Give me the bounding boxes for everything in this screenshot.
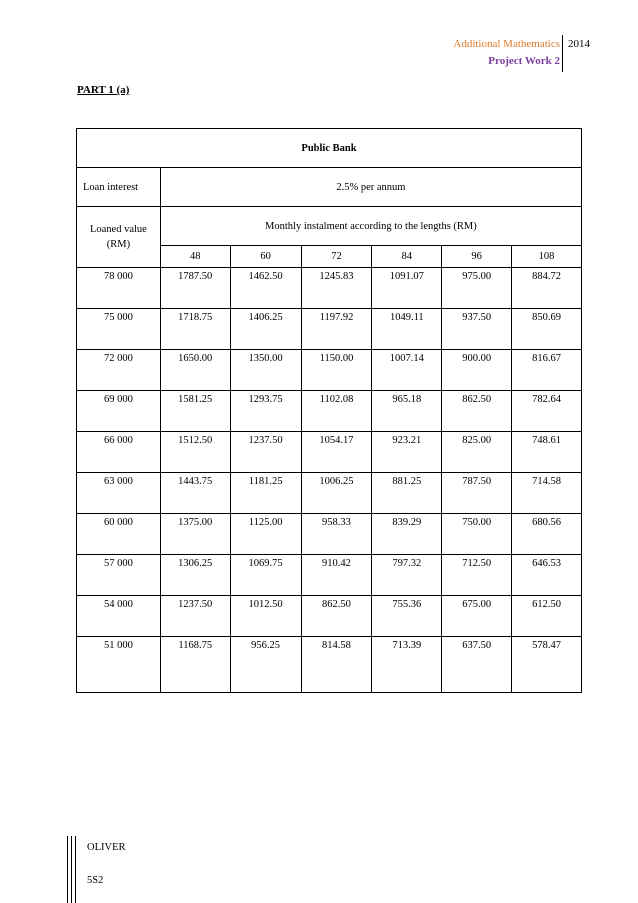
instalment-cell: 1462.50	[230, 268, 301, 309]
loaned-value-header	[77, 207, 161, 268]
instalment-cell: 900.00	[442, 350, 512, 391]
instalment-cell: 1091.07	[372, 268, 442, 309]
instalment-cell: 578.47	[512, 637, 582, 693]
length-header-cell: 84	[372, 246, 442, 268]
instalment-cell: 1375.00	[160, 514, 230, 555]
header-project: Project Work 2	[488, 55, 560, 67]
instalment-cell: 1245.83	[301, 268, 372, 309]
instalment-cell: 748.61	[512, 432, 582, 473]
instalment-cell: 1350.00	[230, 350, 301, 391]
loaned-label-line2: (RM)	[106, 239, 131, 250]
instalment-cell: 1787.50	[160, 268, 230, 309]
instalment-cell: 1012.50	[230, 596, 301, 637]
loan-value-cell: 69 000	[77, 391, 161, 432]
instalment-cell: 1168.75	[160, 637, 230, 693]
instalment-cell: 1049.11	[372, 309, 442, 350]
loaned-label-line1: Loaned value	[89, 224, 147, 235]
loan-value-cell: 51 000	[77, 637, 161, 693]
instalment-cell: 1125.00	[230, 514, 301, 555]
instalment-cell: 750.00	[442, 514, 512, 555]
instalment-cell: 850.69	[512, 309, 582, 350]
instalment-cell: 675.00	[442, 596, 512, 637]
instalment-cell: 1069.75	[230, 555, 301, 596]
instalment-cell: 862.50	[442, 391, 512, 432]
table-row	[77, 637, 582, 693]
length-header-cell: 60	[230, 246, 301, 268]
instalment-cell: 1006.25	[301, 473, 372, 514]
interest-value: 2.5% per annum	[160, 168, 581, 207]
table-row	[77, 309, 582, 350]
instalment-cell: 975.00	[442, 268, 512, 309]
instalment-cell: 910.42	[301, 555, 372, 596]
instalment-cell: 1102.08	[301, 391, 372, 432]
loan-value-cell: 78 000	[77, 268, 161, 309]
table-row	[77, 555, 582, 596]
loan-table	[76, 128, 582, 693]
loan-value-cell: 63 000	[77, 473, 161, 514]
header-title-block	[453, 37, 560, 69]
instalment-cell: 755.36	[372, 596, 442, 637]
instalment-cell: 713.39	[372, 637, 442, 693]
part-title: PART 1 (a)	[77, 84, 130, 96]
table-row	[77, 432, 582, 473]
instalment-cell: 1150.00	[301, 350, 372, 391]
loan-value-cell: 72 000	[77, 350, 161, 391]
loan-value-cell: 75 000	[77, 309, 161, 350]
instalment-cell: 1197.92	[301, 309, 372, 350]
instalment-cell: 1007.14	[372, 350, 442, 391]
footer-bars	[67, 836, 77, 903]
instalment-cell: 923.21	[372, 432, 442, 473]
table-title: Public Bank	[77, 129, 582, 168]
instalment-cell: 956.25	[230, 637, 301, 693]
length-header-cell: 72	[301, 246, 372, 268]
instalment-cell: 814.58	[301, 637, 372, 693]
instalment-cell: 782.64	[512, 391, 582, 432]
instalment-cell: 797.32	[372, 555, 442, 596]
instalment-cell: 884.72	[512, 268, 582, 309]
header-divider	[562, 35, 563, 72]
instalment-cell: 1181.25	[230, 473, 301, 514]
instalment-cell: 1443.75	[160, 473, 230, 514]
length-header-cell: 48	[160, 246, 230, 268]
instalment-cell: 612.50	[512, 596, 582, 637]
loan-value-cell: 54 000	[77, 596, 161, 637]
loan-value-cell: 60 000	[77, 514, 161, 555]
header-subject: Additional Mathematics	[453, 38, 560, 50]
table-row	[77, 596, 582, 637]
instalment-cell: 862.50	[301, 596, 372, 637]
instalment-cell: 816.67	[512, 350, 582, 391]
loan-value-cell: 66 000	[77, 432, 161, 473]
instalment-cell: 881.25	[372, 473, 442, 514]
length-header-cell: 96	[442, 246, 512, 268]
instalment-cell: 1054.17	[301, 432, 372, 473]
instalment-cell: 958.33	[301, 514, 372, 555]
table-row	[77, 268, 582, 309]
instalment-cell: 965.18	[372, 391, 442, 432]
instalment-cell: 825.00	[442, 432, 512, 473]
instalment-cell: 1581.25	[160, 391, 230, 432]
instalment-cell: 637.50	[442, 637, 512, 693]
footer-class: 5S2	[87, 875, 104, 886]
instalment-cell: 1718.75	[160, 309, 230, 350]
header-year: 2014	[568, 38, 590, 50]
table-row	[77, 514, 582, 555]
table-row	[77, 391, 582, 432]
instalment-cell: 787.50	[442, 473, 512, 514]
instalment-cell: 1306.25	[160, 555, 230, 596]
instalment-cell: 712.50	[442, 555, 512, 596]
instalment-cell: 839.29	[372, 514, 442, 555]
instalment-cell: 1406.25	[230, 309, 301, 350]
instalment-cell: 680.56	[512, 514, 582, 555]
interest-label: Loan interest	[77, 168, 161, 207]
loan-value-cell: 57 000	[77, 555, 161, 596]
footer-name: OLIVER	[87, 842, 126, 853]
instalment-cell: 1650.00	[160, 350, 230, 391]
monthly-instalment-header: Monthly instalment according to the lengths (RM)	[160, 207, 581, 246]
instalment-cell: 1237.50	[230, 432, 301, 473]
instalment-cell: 937.50	[442, 309, 512, 350]
instalment-cell: 1293.75	[230, 391, 301, 432]
length-header-cell: 108	[512, 246, 582, 268]
table-row	[77, 473, 582, 514]
instalment-cell: 646.53	[512, 555, 582, 596]
instalment-cell: 714.58	[512, 473, 582, 514]
table-row	[77, 350, 582, 391]
instalment-cell: 1237.50	[160, 596, 230, 637]
instalment-cell: 1512.50	[160, 432, 230, 473]
